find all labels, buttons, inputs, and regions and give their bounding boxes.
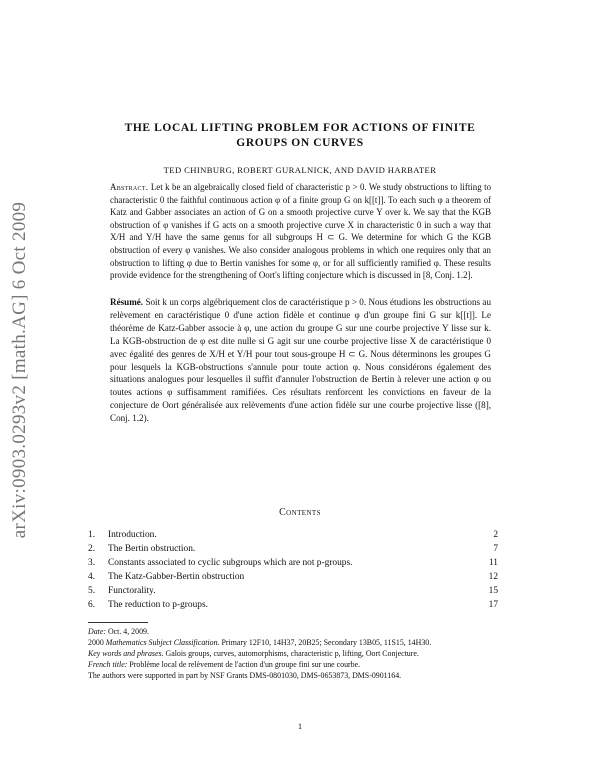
toc-entry[interactable] (88, 586, 498, 600)
resume (110, 296, 491, 425)
toc-entry-page: 12 (488, 572, 498, 582)
french-title-value: Problème local de relèvement de l'action d'un groupe fini sur une courbe. (129, 660, 361, 669)
toc-entry-title: The Katz-Gabber-Bertin obstruction (108, 572, 245, 582)
toc-entry-page: 7 (493, 544, 498, 554)
footnote-msc (88, 637, 502, 648)
toc-entry-title: Functorality. (108, 586, 156, 596)
toc-entry-title: Introduction. (108, 530, 157, 540)
toc-entry[interactable] (88, 558, 498, 572)
toc-entry-number: 2. (88, 544, 96, 554)
msc-value: Primary 12F10, 14H37, 20B25; Secondary 13B05, 11S15, 14H30. (221, 638, 432, 647)
resume-text: Soit k un corps algébriquement clos de caractéristique p > 0. Nous étudions les obstructions au relèvement en caractéristique 0 d'une action fidèle et continue φ d'un groupe fini G sur k[[t]]. Le théorème de Katz-Gabber associe à φ, une action du groupe G sur une courbe projective Y lisse sur k. La KGB-obstruction de φ est dite nulle si G agit sur une courbe projective lisse X de caractéristique 0 avec égalité des genres de X/H et Y/H pour tout sous-groupe H ⊂ G. Nous déterminons les groupes G pour lesquels la KGB-obstructions s'annule pour toute action φ. Nous considérons également des situations analogues pour lesquelles il suffit d'annuler l'obstruction de Bertin à relever une action φ ou toutes actions φ suffisamment ramifiées. Ces résultats renforcent les convictions en faveur de la conjecture de Oort généralisée aux relèvements d'une action fidèle sur une courbe projective lisse ([8], Conj. 1.2). (110, 297, 491, 424)
toc-entry[interactable] (88, 544, 498, 558)
paper-title-line-2: GROUPS ON CURVES (236, 137, 364, 149)
footnote-keywords (88, 648, 502, 659)
paper-title-line-1: THE LOCAL LIFTING PROBLEM FOR ACTIONS OF FINITE (124, 122, 476, 134)
french-title-label: French title: (88, 660, 128, 669)
contents-heading: Contents (279, 507, 321, 518)
toc-entry-title: The Bertin obstruction. (108, 544, 196, 554)
toc-entry[interactable] (88, 530, 498, 544)
toc-entry-number: 3. (88, 558, 96, 568)
toc-entry-number: 6. (88, 600, 96, 610)
toc-entry-page: 2 (493, 530, 498, 540)
arxiv-identifier-text: arXiv:0903.0293v2 [math.AG] 6 Oct 2009 (9, 201, 30, 539)
keywords-label: Key words and phrases. (88, 649, 164, 658)
toc-entry-title: The reduction to p-groups. (108, 600, 208, 610)
footnote-rule (88, 622, 148, 623)
msc-prefix: 2000 (88, 638, 104, 647)
toc-entry-page: 17 (488, 600, 498, 610)
footnote-date (88, 626, 502, 637)
toc-entry-title: Constants associated to cyclic subgroups which are not p-groups. (108, 558, 353, 568)
date-label: Date: (88, 627, 106, 636)
abstract (110, 181, 491, 282)
paper-title (80, 121, 520, 151)
toc-entry-number: 1. (88, 530, 96, 540)
abstract-label: Abstract. (110, 182, 149, 192)
toc-entry-number: 4. (88, 572, 96, 582)
resume-label: Résumé. (110, 297, 144, 307)
arxiv-identifier (0, 180, 40, 560)
toc-entry-page: 11 (488, 558, 498, 568)
date-value: Oct. 4, 2009. (107, 627, 149, 636)
msc-label: Mathematics Subject Classification. (105, 638, 220, 647)
author-list: TED CHINBURG, ROBERT GURALNICK, AND DAVID HARBATER (163, 165, 437, 175)
toc-entry[interactable] (88, 572, 498, 586)
toc-entry-page: 15 (488, 586, 498, 596)
keywords-value: Galois groups, curves, automorphisms, characteristic p, lifting, Oort Conjecture. (165, 649, 419, 658)
page-number: 1 (297, 721, 303, 731)
toc-entry-number: 5. (88, 586, 96, 596)
abstract-text: Let k be an algebraically closed field of characteristic p > 0. We study obstructions to lifting to characteristic 0 the faithful continuous action φ of a finite group G on k[[t]]. To each such φ a theorem of Katz and Gabber associates an action of G on a smooth projective curve Y over k. We say that the KGB obstruction of φ vanishes if G acts on a smooth projective curve X in characteristic 0 in such a way that X/H and Y/H have the same genus for all subgroups H ⊂ G. We determine for which G the KGB obstruction of every φ vanishes. We also consider analogous problems in which one requires only that an obstruction to lifting φ due to Bertin vanishes for some φ, or for all sufficiently ramified φ. These results provide evidence for the strengthening of Oort's lifting conjecture which is discussed in [8, Conj. 1.2]. (110, 182, 492, 281)
toc-entry[interactable] (88, 600, 498, 614)
table-of-contents (88, 530, 498, 614)
footnotes (88, 622, 502, 681)
footnote-support: The authors were supported in part by NSF Grants DMS-0801030, DMS-0653873, DMS-0901164. (88, 671, 402, 680)
footnote-french-title (88, 659, 502, 670)
